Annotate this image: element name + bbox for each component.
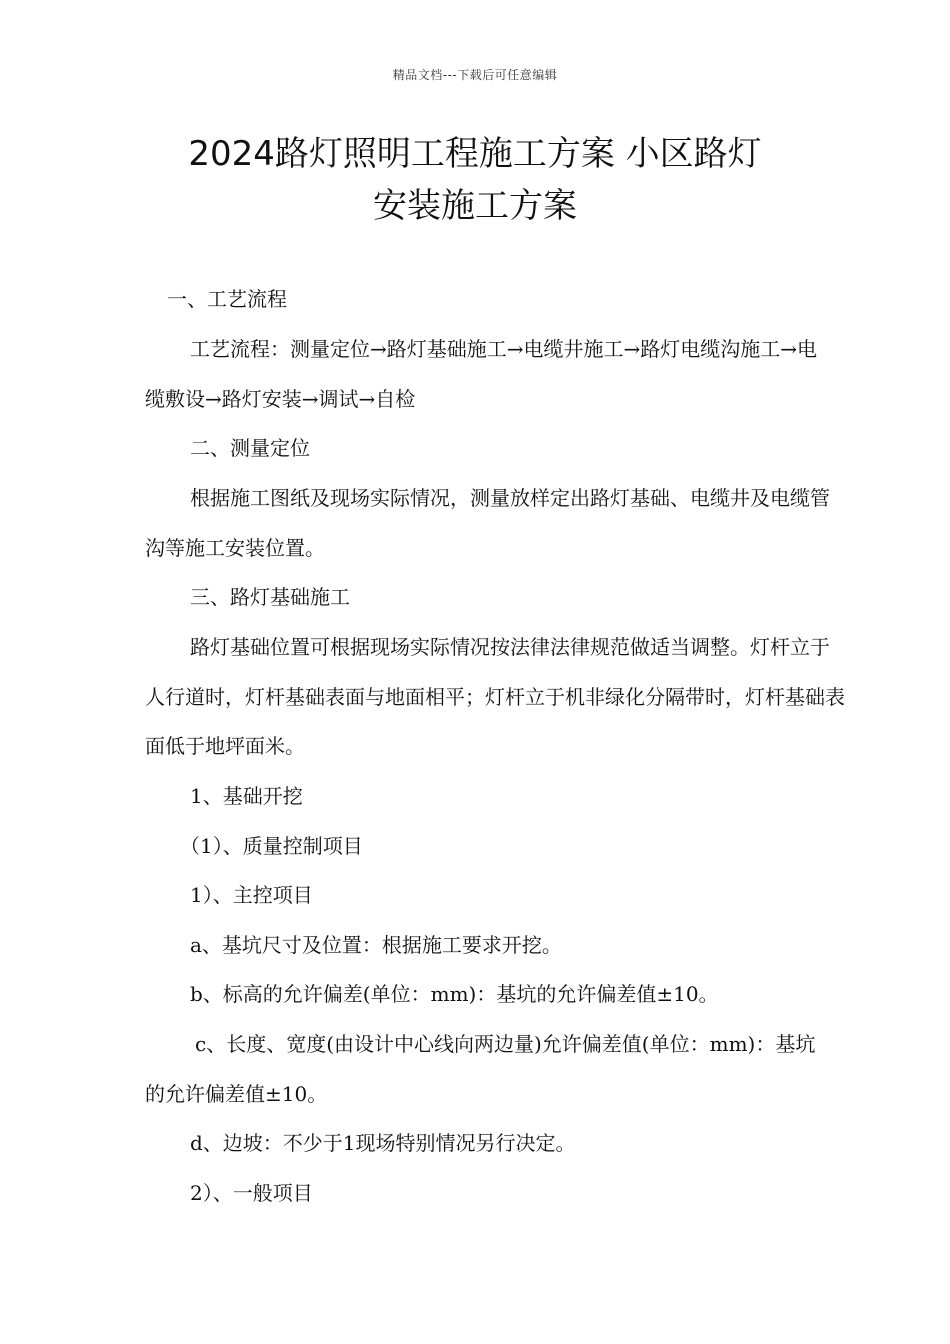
document-title xyxy=(120,128,830,232)
subheading-main-items: 1）、主控项目 xyxy=(190,883,313,907)
paragraph-process-flow: 工艺流程：测量定位→路灯基础施工→电缆井施工→路灯电缆沟施工→电缆敷设→路灯安装→调试→自检 xyxy=(145,337,818,411)
title-line-1: 2024路灯照明工程施工方案 小区路灯 xyxy=(188,134,762,174)
list-item-d: d、边坡：不少于1现场特别情况另行决定。 xyxy=(190,1131,576,1155)
subheading-excavation: 1、基础开挖 xyxy=(190,784,303,808)
section-heading-foundation: 三、路灯基础施工 xyxy=(190,585,350,609)
title-line-2: 安装施工方案 xyxy=(373,186,577,226)
list-item-c: c、长度、宽度(由设计中心线向两边量)允许偏差值(单位：mm)：基坑的允许偏差值±10。 xyxy=(145,1032,816,1106)
list-item-a: a、基坑尺寸及位置：根据施工要求开挖。 xyxy=(190,933,562,957)
section-heading-process: 一、工艺流程 xyxy=(167,287,287,311)
paragraph-foundation: 路灯基础位置可根据现场实际情况按法律法律规范做适当调整。灯杆立于人行道时，灯杆基础表面与地面相平；灯杆立于机非绿化分隔带时，灯杆基础表面低于地坪面米。 xyxy=(145,635,845,758)
subheading-quality-control: （1）、质量控制项目 xyxy=(180,834,363,858)
paragraph-survey: 根据施工图纸及现场实际情况，测量放样定出路灯基础、电缆井及电缆管沟等施工安装位置。 xyxy=(145,486,830,560)
list-item-b: b、标高的允许偏差(单位：mm)：基坑的允许偏差值±10。 xyxy=(190,982,719,1006)
section-heading-survey: 二、测量定位 xyxy=(190,436,310,460)
header-note: 精品文档---下载后可任意编辑 xyxy=(392,68,558,82)
subheading-general-items: 2）、一般项目 xyxy=(190,1181,313,1205)
